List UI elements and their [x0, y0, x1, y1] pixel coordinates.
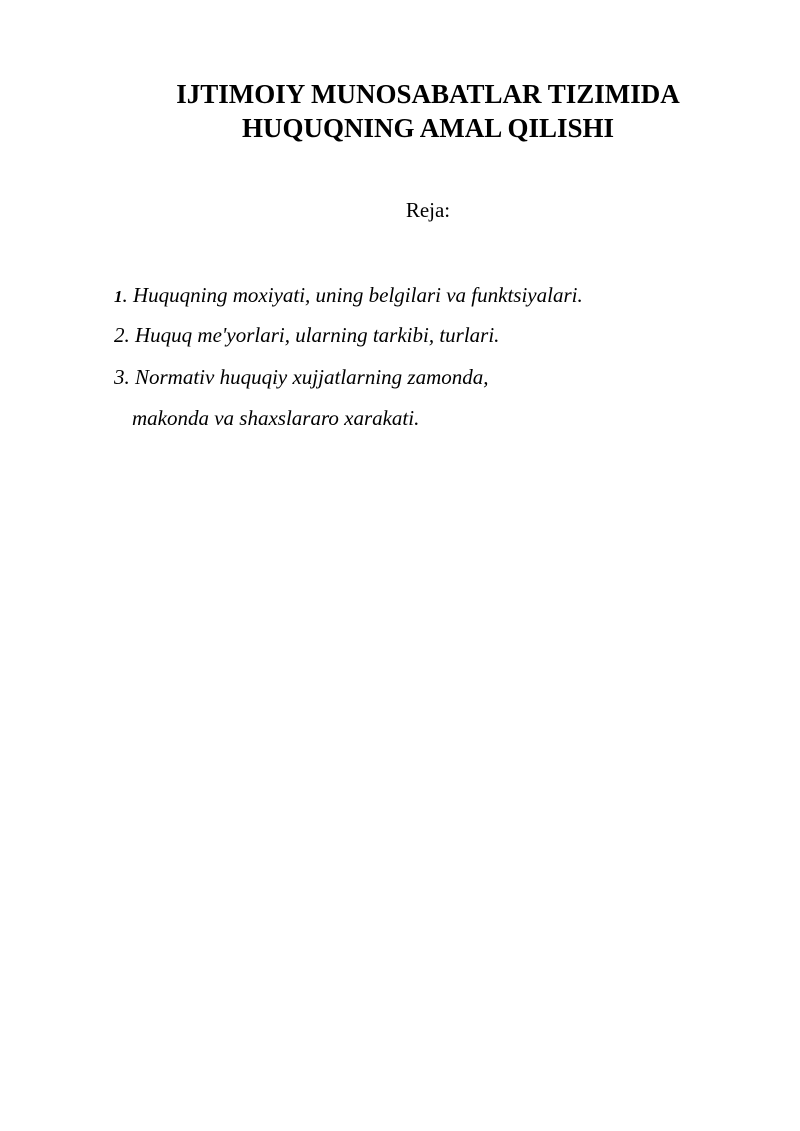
plan-heading: Reja: [405, 198, 451, 222]
document-title-line-2: HUQUQNING AMAL QILISHI [241, 113, 615, 143]
plan-item-1-number: 1 [114, 287, 123, 306]
plan-item-3: 3. Normativ huquqiy xujjatlarning zamonda, [114, 365, 489, 389]
document-title-line-1: IJTIMOIY MUNOSABATLAR TIZIMIDA [176, 79, 680, 109]
plan-item-1 [114, 282, 583, 310]
plan-item-3-continuation: makonda va shaxslararo xarakati. [132, 406, 420, 430]
plan-item-1-text: . Huquqning moxiyati, uning belgilari va funktsiyalari. [122, 283, 583, 307]
plan-item-2: 2. Huquq me'yorlari, ularning tarkibi, turlari. [114, 323, 500, 347]
